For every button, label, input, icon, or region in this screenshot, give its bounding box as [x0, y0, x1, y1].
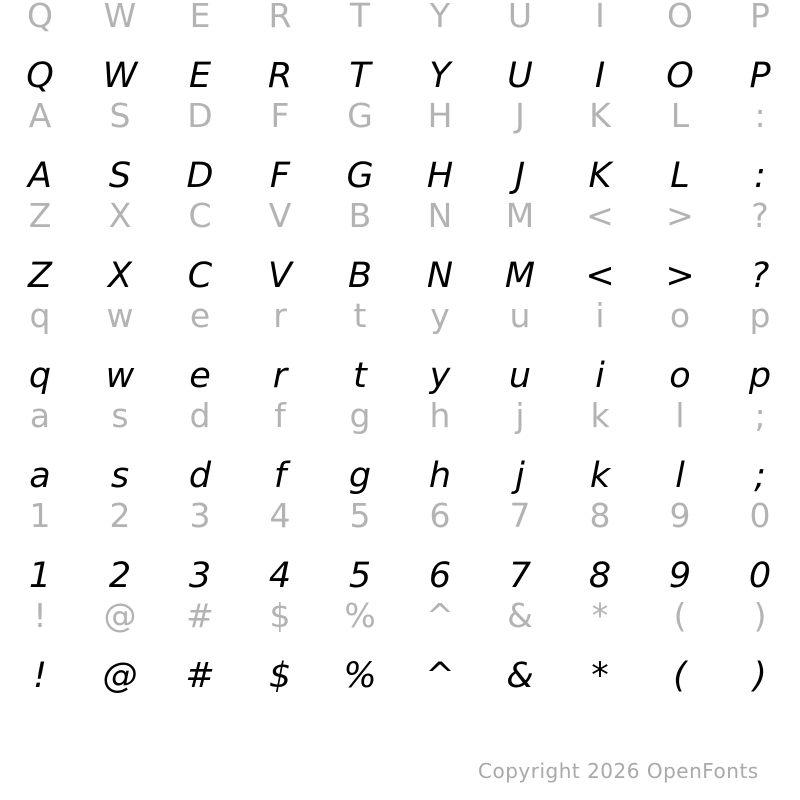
glyph-main: &: [506, 656, 534, 696]
glyph-ghost: 0: [749, 496, 771, 535]
glyph-main: O: [666, 56, 694, 96]
glyph-ghost: (: [673, 596, 687, 635]
glyph-ghost: H: [427, 96, 453, 135]
glyph-ghost: 4: [269, 496, 291, 535]
symbols-row-main: [0, 654, 800, 698]
glyph-ghost: X: [108, 196, 132, 235]
uppercase-bottom-row-main: [0, 254, 800, 298]
uppercase-home-row-main: [0, 154, 800, 198]
glyph-ghost: J: [515, 96, 525, 135]
glyph-main: J: [514, 156, 526, 196]
glyph-main: (: [673, 656, 687, 696]
glyph-main: A: [28, 156, 52, 196]
glyph-ghost: ?: [751, 196, 769, 235]
glyph-ghost: U: [507, 0, 533, 35]
lowercase-home-row-ghost: [0, 394, 800, 438]
glyph-ghost: t: [353, 296, 367, 335]
glyph-ghost: %: [344, 596, 376, 635]
glyph-ghost: h: [429, 396, 451, 435]
digits-row-ghost: [0, 494, 800, 538]
glyph-ghost: y: [430, 296, 450, 335]
glyph-main: %: [343, 656, 377, 696]
glyph-ghost: :: [754, 96, 766, 135]
glyph-main: g: [348, 456, 372, 496]
glyph-main: 1: [28, 556, 52, 596]
glyph-ghost: j: [515, 396, 525, 435]
glyph-main: k: [589, 456, 611, 496]
glyph-main: <: [585, 256, 615, 296]
glyph-main: P: [749, 56, 771, 96]
glyph-main: u: [508, 356, 532, 396]
glyph-main: 3: [188, 556, 212, 596]
glyph-main: #: [185, 656, 215, 696]
glyph-ghost: P: [750, 0, 770, 35]
glyph-ghost: 5: [349, 496, 371, 535]
glyph-ghost: &: [507, 596, 533, 635]
glyph-ghost: K: [589, 96, 611, 135]
glyph-main: 5: [348, 556, 372, 596]
glyph-main: 7: [508, 556, 532, 596]
glyph-ghost: i: [595, 296, 605, 335]
glyph-main: *: [591, 656, 609, 696]
glyph-ghost: q: [29, 296, 51, 335]
uppercase-bottom-row-ghost: [0, 194, 800, 238]
glyph-main: :: [754, 156, 766, 196]
glyph-main: y: [429, 356, 451, 396]
glyph-main: q: [28, 356, 52, 396]
uppercase-top-row-main: [0, 54, 800, 98]
glyph-main: C: [187, 256, 213, 296]
glyph-ghost: B: [348, 196, 372, 235]
glyph-main: ;: [754, 456, 766, 496]
glyph-ghost: k: [590, 396, 610, 435]
glyph-ghost: 6: [429, 496, 451, 535]
lowercase-top-row-ghost: [0, 294, 800, 338]
glyph-ghost: #: [186, 596, 214, 635]
glyph-main: W: [102, 56, 138, 96]
glyph-main: 9: [668, 556, 692, 596]
glyph-main: $: [268, 656, 292, 696]
glyph-main: j: [515, 456, 525, 496]
glyph-main: 6: [428, 556, 452, 596]
glyph-ghost: E: [189, 0, 211, 35]
glyph-main: 8: [588, 556, 612, 596]
glyph-main: ^: [425, 656, 455, 696]
glyph-main: 2: [108, 556, 132, 596]
glyph-ghost: 9: [669, 496, 691, 535]
glyph-main: T: [349, 56, 371, 96]
glyph-ghost: o: [669, 296, 691, 335]
glyph-ghost: 1: [29, 496, 51, 535]
glyph-main: X: [108, 256, 132, 296]
glyph-ghost: >: [666, 196, 694, 235]
copyright-notice: Copyright 2026 OpenFonts: [478, 759, 759, 783]
glyph-main: p: [748, 356, 772, 396]
glyph-main: e: [189, 356, 211, 396]
glyph-main: o: [669, 356, 691, 396]
glyph-ghost: r: [273, 296, 287, 335]
glyph-ghost: Z: [28, 196, 52, 235]
glyph-ghost: 3: [189, 496, 211, 535]
symbols-row-ghost: [0, 594, 800, 638]
glyph-ghost: s: [111, 396, 129, 435]
glyph-main: H: [426, 156, 454, 196]
glyph-ghost: A: [28, 96, 52, 135]
glyph-ghost: O: [667, 0, 693, 35]
glyph-ghost: G: [347, 96, 373, 135]
glyph-main: @: [102, 656, 138, 696]
glyph-ghost: D: [187, 96, 213, 135]
glyph-ghost: F: [270, 96, 290, 135]
glyph-main: U: [507, 56, 533, 96]
glyph-main: f: [273, 456, 287, 496]
glyph-ghost: <: [586, 196, 614, 235]
glyph-ghost: N: [427, 196, 453, 235]
glyph-main: h: [428, 456, 452, 496]
glyph-main: I: [594, 56, 606, 96]
glyph-main: 4: [268, 556, 292, 596]
glyph-ghost: Y: [429, 0, 451, 35]
glyph-main: r: [272, 356, 288, 396]
glyph-main: V: [268, 256, 292, 296]
glyph-main: i: [595, 356, 605, 396]
glyph-main: t: [353, 356, 367, 396]
glyph-ghost: M: [505, 196, 535, 235]
glyph-main: G: [346, 156, 374, 196]
glyph-ghost: R: [268, 0, 292, 35]
glyph-ghost: Q: [27, 0, 53, 35]
glyph-ghost: l: [675, 396, 685, 435]
glyph-main: Z: [28, 256, 52, 296]
glyph-ghost: 2: [109, 496, 131, 535]
glyph-main: K: [588, 156, 612, 196]
glyph-main: N: [426, 256, 454, 296]
glyph-ghost: 7: [509, 496, 531, 535]
uppercase-top-row-ghost: [0, 0, 800, 38]
lowercase-home-row-main: [0, 454, 800, 498]
glyph-ghost: d: [189, 396, 211, 435]
glyph-main: a: [29, 456, 51, 496]
uppercase-home-row-ghost: [0, 94, 800, 138]
glyph-main: M: [504, 256, 536, 296]
glyph-main: w: [105, 356, 135, 396]
glyph-ghost: L: [670, 96, 690, 135]
glyph-ghost: 8: [589, 496, 611, 535]
glyph-main: L: [670, 156, 690, 196]
glyph-ghost: ): [753, 596, 767, 635]
glyph-main: R: [267, 56, 293, 96]
glyph-ghost: ^: [426, 596, 454, 635]
glyph-ghost: ;: [754, 396, 766, 435]
glyph-main: F: [269, 156, 291, 196]
glyph-ghost: g: [349, 396, 371, 435]
glyph-ghost: u: [509, 296, 531, 335]
digits-row-main: [0, 554, 800, 598]
glyph-ghost: f: [274, 396, 286, 435]
glyph-ghost: T: [349, 0, 371, 35]
glyph-main: E: [188, 56, 212, 96]
glyph-ghost: I: [595, 0, 605, 35]
glyph-main: !: [32, 656, 48, 696]
glyph-ghost: p: [749, 296, 771, 335]
glyph-ghost: !: [33, 596, 47, 635]
glyph-main: B: [347, 256, 372, 296]
glyph-ghost: V: [268, 196, 292, 235]
glyph-main: 0: [748, 556, 772, 596]
glyph-main: d: [188, 456, 212, 496]
glyph-main: Y: [429, 56, 451, 96]
lowercase-top-row-main: [0, 354, 800, 398]
glyph-main: ): [753, 656, 767, 696]
glyph-main: S: [108, 156, 132, 196]
glyph-ghost: *: [591, 596, 609, 635]
glyph-main: Q: [26, 56, 54, 96]
glyph-ghost: C: [188, 196, 212, 235]
glyph-main: l: [675, 456, 685, 496]
glyph-ghost: e: [189, 296, 211, 335]
glyph-ghost: w: [106, 296, 134, 335]
glyph-main: s: [110, 456, 130, 496]
glyph-ghost: $: [269, 596, 291, 635]
glyph-main: >: [665, 256, 695, 296]
glyph-ghost: a: [29, 396, 51, 435]
glyph-ghost: @: [103, 596, 137, 635]
glyph-ghost: S: [109, 96, 131, 135]
glyph-ghost: W: [103, 0, 137, 35]
glyph-main: ?: [750, 256, 770, 296]
glyph-main: D: [186, 156, 214, 196]
